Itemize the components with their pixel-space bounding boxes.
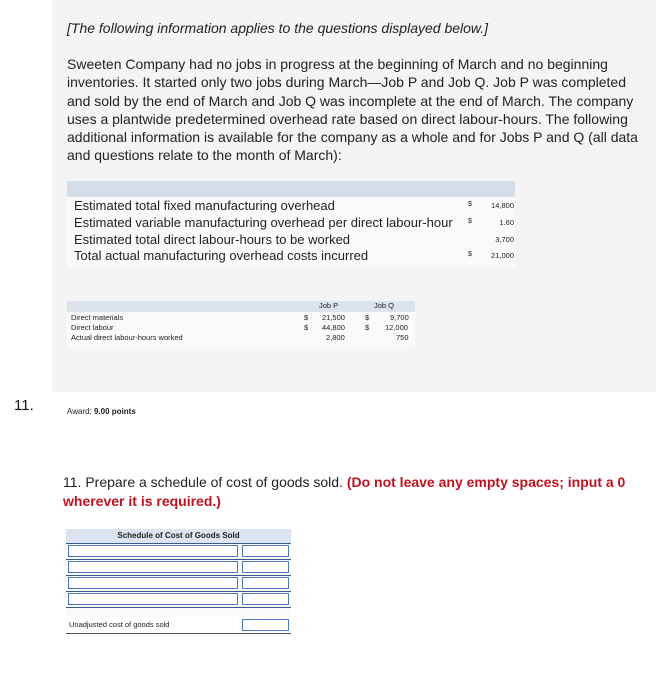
schedule-spacer <box>66 608 291 617</box>
currency-symbol: $ <box>468 218 472 225</box>
award-points <box>67 407 136 416</box>
schedule-label-input[interactable] <box>68 545 238 557</box>
estimate-value: 1.60 <box>499 218 514 227</box>
jobs-table-header <box>67 301 415 312</box>
award-value: 9.00 points <box>94 407 136 416</box>
estimate-value: 3,700 <box>495 235 514 244</box>
jobs-table <box>67 301 415 348</box>
schedule-label-input[interactable] <box>68 561 238 573</box>
header-note: [The following information applies to the questions displayed below.] <box>67 20 489 36</box>
award-label: Award: <box>67 407 92 416</box>
estimate-label: Estimated total fixed manufacturing overhead <box>74 198 335 213</box>
schedule-total-input[interactable] <box>242 619 289 631</box>
job-q-value: 750 <box>396 333 409 342</box>
schedule-total-label: Unadjusted cost of goods sold <box>69 620 170 629</box>
row-label: Direct materials <box>71 313 124 322</box>
row-label: Actual direct labour-hours worked <box>71 333 183 342</box>
estimates-table <box>67 181 515 267</box>
question-number: 11. <box>14 397 34 414</box>
schedule-amount-input[interactable] <box>242 545 289 557</box>
schedule-amount-input[interactable] <box>242 577 289 589</box>
schedule-row <box>66 543 291 559</box>
currency-symbol: $ <box>365 323 370 332</box>
currency-symbol: $ <box>365 313 370 322</box>
intro-paragraph: Sweeten Company had no jobs in progress at the beginning of March and no beginning inventories. It started only two jobs during March—Job P and Job Q. Job P was completed and sold by the end of March and Job Q was incomplete at the end of March. The company uses a plantwide predetermined overhead rate based on direct labour-hours. The following additional information is available for the company as a whole and for Jobs P and Q (all data and questions relate to the month of March): <box>67 56 638 164</box>
schedule-label-input[interactable] <box>68 593 238 605</box>
estimate-label: Estimated variable manufacturing overhead per direct labour-hour <box>74 215 453 230</box>
job-p-value: 2,800 <box>326 333 345 342</box>
estimates-table-header <box>67 181 515 197</box>
prompt-warning: (Do not leave any empty spaces; input a 0 wherever it is required.) <box>63 474 626 509</box>
schedule-table <box>66 529 291 634</box>
schedule-row <box>66 591 291 608</box>
schedule-title: Schedule of Cost of Goods Sold <box>66 529 291 543</box>
prompt-text: 11. Prepare a schedule of cost of goods sold. <box>63 474 343 490</box>
job-q-value: 9,700 <box>390 313 409 322</box>
job-p-value: 44,800 <box>322 323 345 332</box>
currency-symbol: $ <box>304 323 309 332</box>
schedule-label-input[interactable] <box>68 577 238 589</box>
currency-symbol: $ <box>304 313 309 322</box>
currency-symbol: $ <box>468 201 472 208</box>
question-prompt <box>63 473 648 510</box>
schedule-amount-input[interactable] <box>242 593 289 605</box>
estimate-value: 21,000 <box>491 251 514 260</box>
schedule-amount-input[interactable] <box>242 561 289 573</box>
schedule-row <box>66 559 291 575</box>
row-label: Direct labour <box>71 323 114 332</box>
column-header-job-p: Job P <box>319 301 339 310</box>
job-q-value: 12,000 <box>385 323 408 332</box>
estimate-label: Estimated total direct labour-hours to be worked <box>74 232 351 247</box>
schedule-total-row <box>66 617 291 634</box>
job-p-value: 21,500 <box>322 313 345 322</box>
column-header-job-q: Job Q <box>374 301 395 310</box>
schedule-row <box>66 575 291 591</box>
estimate-value: 14,800 <box>491 201 514 210</box>
estimate-label: Total actual manufacturing overhead costs incurred <box>74 248 369 263</box>
currency-symbol: $ <box>468 251 472 258</box>
